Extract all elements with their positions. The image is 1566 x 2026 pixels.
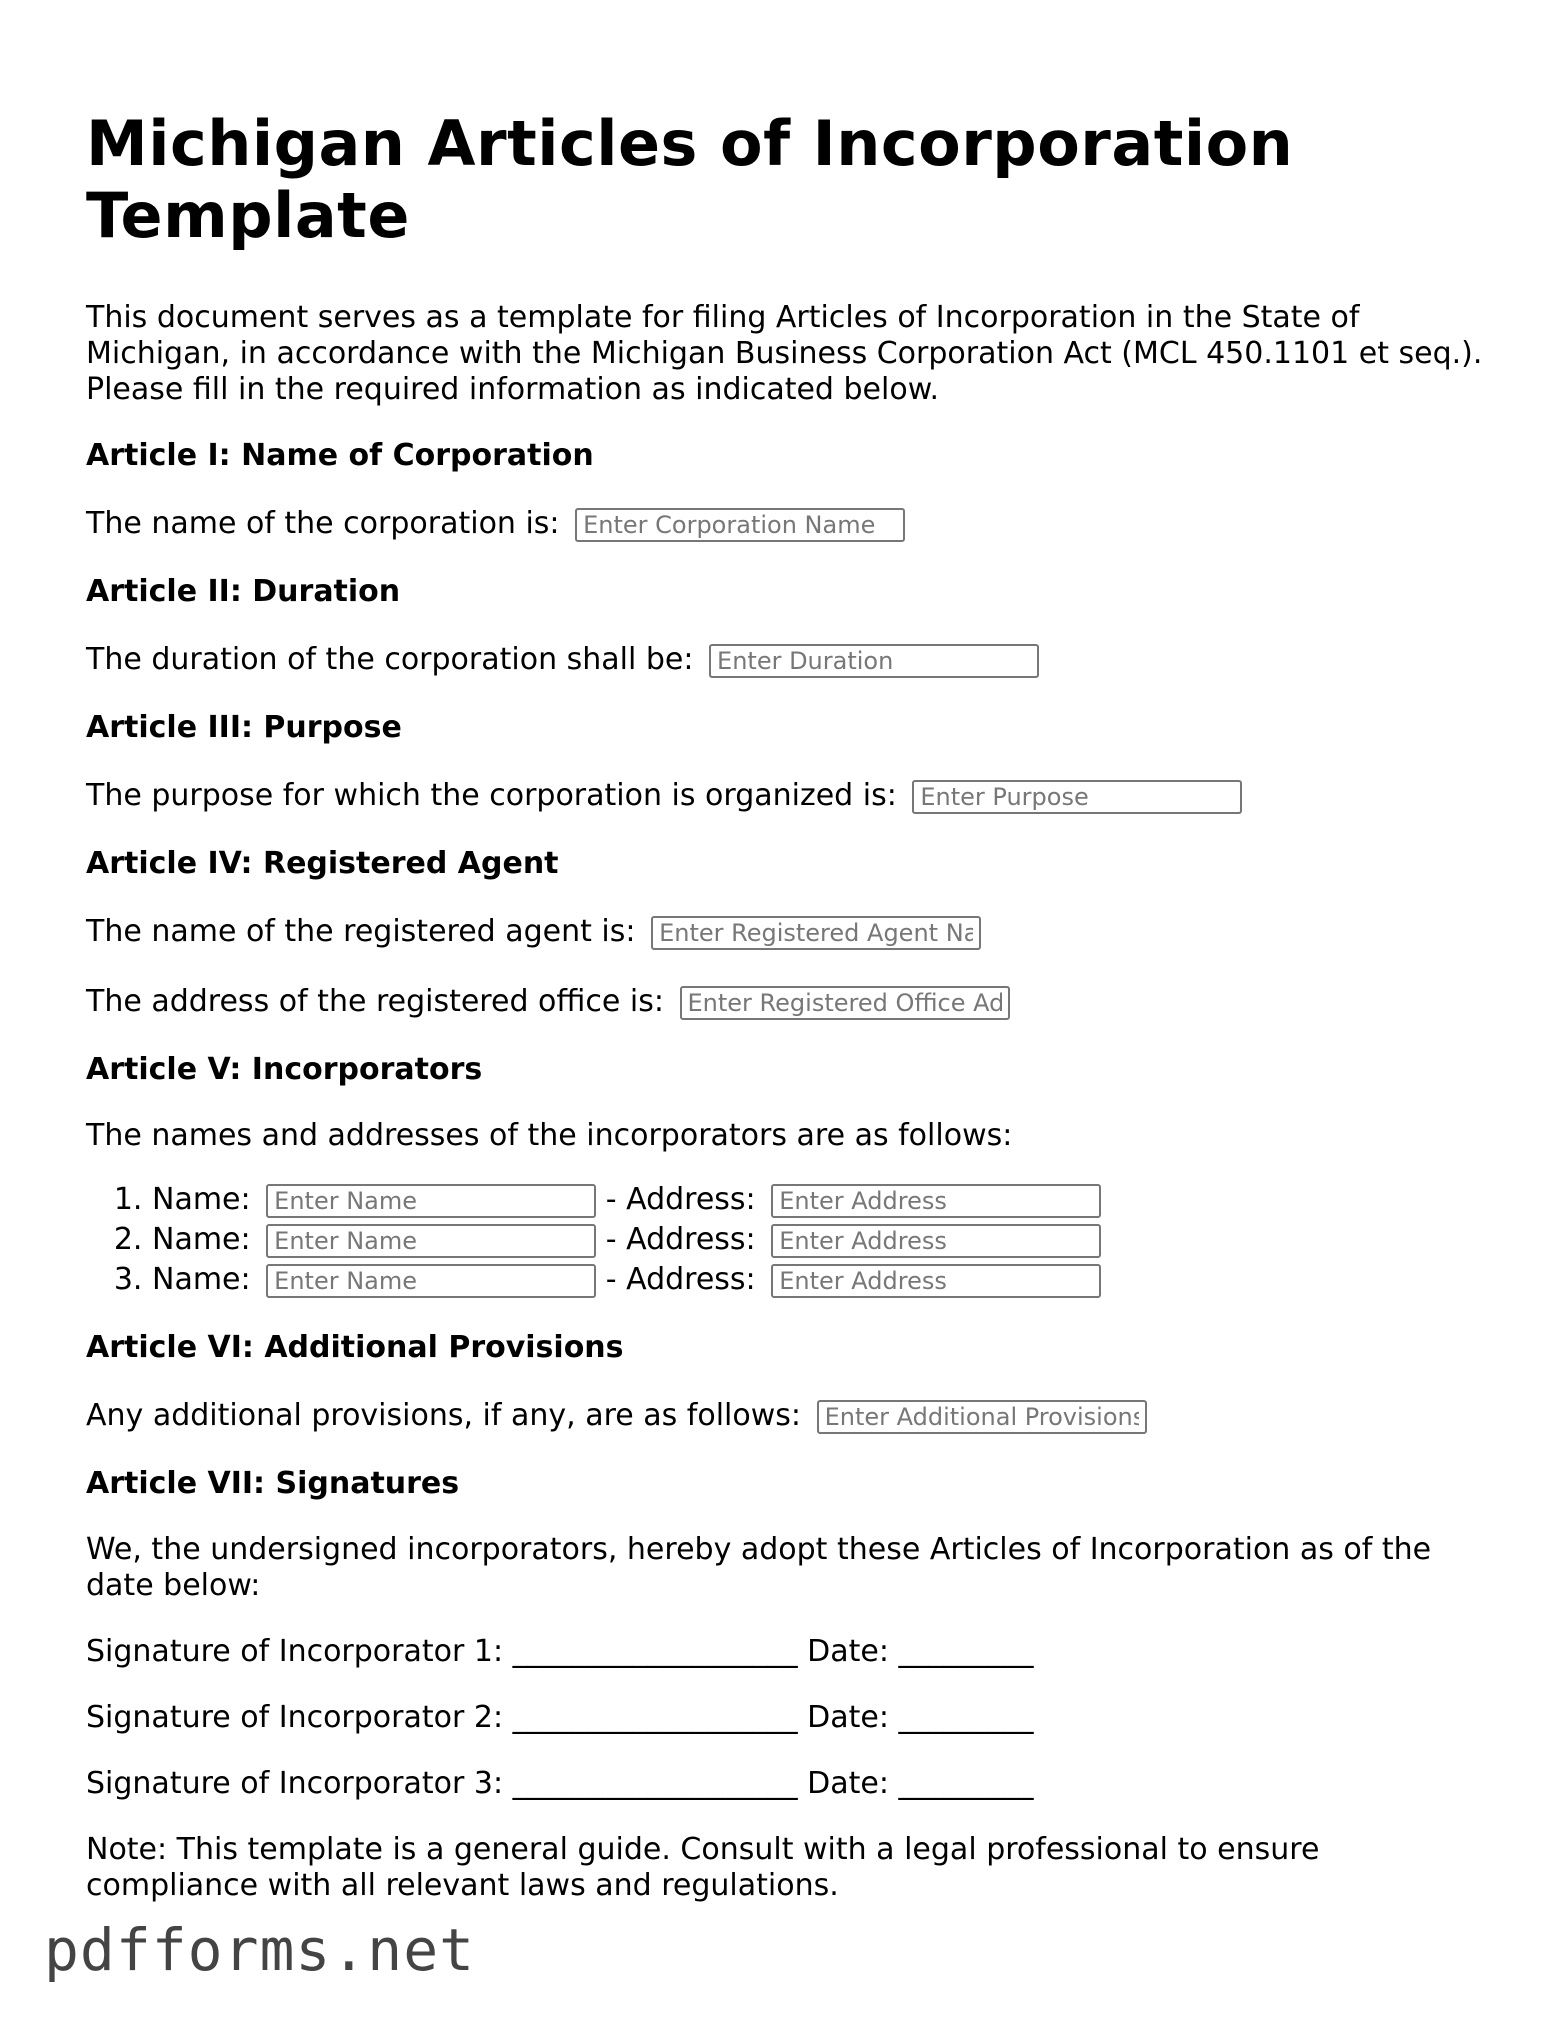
incorporator-2-name-input[interactable] bbox=[266, 1224, 596, 1258]
signatures-intro: We, the undersigned incorporators, hereby adopt these Articles of Incorporation as of the date below: bbox=[86, 1532, 1432, 1603]
note-text: Note: This template is a general guide. Consult with a legal professional to ensure compliance with all relevant laws and regulations. bbox=[86, 1832, 1320, 1903]
corporation-name-label: The name of the corporation is: bbox=[86, 506, 560, 541]
incorporator-3-address-input[interactable] bbox=[771, 1264, 1101, 1298]
corporation-name-row bbox=[86, 504, 1486, 544]
corporation-name-input[interactable] bbox=[575, 508, 905, 542]
article-1-heading: Article I: Name of Corporation bbox=[86, 438, 594, 473]
article-6-heading: Article VI: Additional Provisions bbox=[86, 1330, 624, 1365]
list-item bbox=[152, 1260, 1486, 1300]
duration-input[interactable] bbox=[709, 644, 1039, 678]
purpose-label: The purpose for which the corporation is organized is: bbox=[86, 778, 897, 813]
article-2-heading: Article II: Duration bbox=[86, 574, 401, 609]
signature-line-3: Signature of Incorporator 3: ___________________ Date: _________ bbox=[86, 1766, 1034, 1801]
registered-agent-label: The name of the registered agent is: bbox=[86, 914, 636, 949]
registered-office-label: The address of the registered office is: bbox=[86, 984, 664, 1019]
incorporator-address-label: - Address: bbox=[605, 1222, 756, 1257]
list-item bbox=[152, 1180, 1486, 1220]
additional-provisions-label: Any additional provisions, if any, are as follows: bbox=[86, 1398, 802, 1433]
list-item bbox=[152, 1220, 1486, 1260]
duration-label: The duration of the corporation shall be: bbox=[86, 642, 694, 677]
incorporator-name-label: Name: bbox=[152, 1262, 251, 1297]
additional-provisions-input[interactable] bbox=[817, 1400, 1147, 1434]
article-5-heading: Article V: Incorporators bbox=[86, 1052, 483, 1087]
incorporator-2-address-input[interactable] bbox=[771, 1224, 1101, 1258]
page-title: Michigan Articles of Incorporation Template bbox=[86, 107, 1294, 252]
watermark: pdfforms.net bbox=[44, 1916, 476, 1984]
incorporators-list bbox=[86, 1180, 1486, 1300]
article-3-heading: Article III: Purpose bbox=[86, 710, 402, 745]
purpose-row bbox=[86, 776, 1486, 816]
document-page bbox=[86, 108, 1486, 1904]
registered-agent-input[interactable] bbox=[651, 916, 981, 950]
duration-row bbox=[86, 640, 1486, 680]
incorporator-1-address-input[interactable] bbox=[771, 1184, 1101, 1218]
registered-office-row bbox=[86, 982, 1486, 1022]
registered-agent-row bbox=[86, 912, 1486, 952]
article-4-heading: Article IV: Registered Agent bbox=[86, 846, 559, 881]
additional-provisions-row bbox=[86, 1396, 1486, 1436]
incorporator-3-name-input[interactable] bbox=[266, 1264, 596, 1298]
incorporator-name-label: Name: bbox=[152, 1182, 251, 1217]
incorporator-address-label: - Address: bbox=[605, 1182, 756, 1217]
incorporator-address-label: - Address: bbox=[605, 1262, 756, 1297]
registered-office-input[interactable] bbox=[680, 986, 1010, 1020]
incorporators-intro: The names and addresses of the incorporators are as follows: bbox=[86, 1118, 1013, 1153]
signature-line-2: Signature of Incorporator 2: ___________________ Date: _________ bbox=[86, 1700, 1034, 1735]
purpose-input[interactable] bbox=[912, 780, 1242, 814]
signature-line-1: Signature of Incorporator 1: ___________________ Date: _________ bbox=[86, 1634, 1034, 1669]
article-7-heading: Article VII: Signatures bbox=[86, 1466, 460, 1501]
intro-paragraph: This document serves as a template for filing Articles of Incorporation in the State of Michigan, in accordance with the Michigan Business Corporation Act (MCL 450.1101 et seq.). Please fill in the required information as indicated below. bbox=[86, 300, 1483, 407]
incorporator-1-name-input[interactable] bbox=[266, 1184, 596, 1218]
incorporator-name-label: Name: bbox=[152, 1222, 251, 1257]
